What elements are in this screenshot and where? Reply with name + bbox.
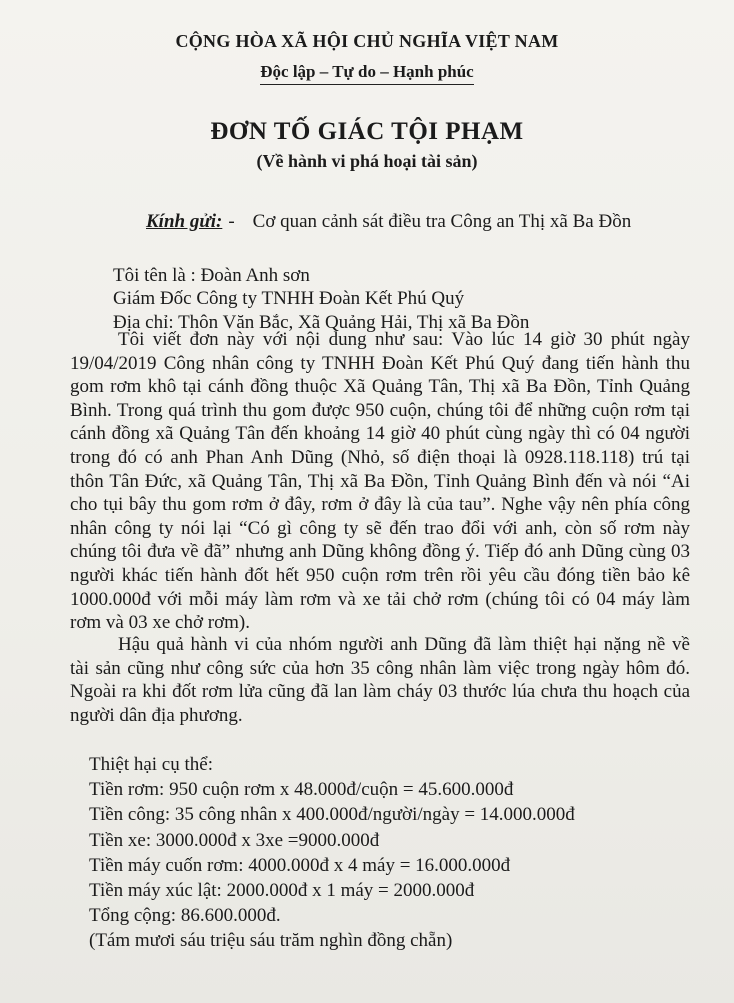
addressee-recipient: Cơ quan cảnh sát điều tra Công an Thị xã Ba Đồn — [252, 211, 632, 232]
damages-list — [89, 752, 575, 954]
body-line: nhân công ty nói lại “Có gì công ty sẽ đến trao đổi với anh, còn số rơm này — [70, 517, 690, 539]
sender-address: Địa chỉ: Thôn Văn Bắc, Xã Quảng Hải, Thị xã Ba Đồn — [113, 312, 530, 333]
national-motto — [0, 62, 734, 82]
body-line: 1000.000đ với mỗi máy làm rơm và xe tải chở rơm (chúng tôi có 04 máy làm — [70, 588, 690, 610]
body-line: thôn Tân Đức, xã Quảng Tân, Thị xã Ba Đồn, Tỉnh Quảng Bình đến và nói “Ai — [70, 470, 690, 492]
damage-item: Tiền công: 35 công nhân x 400.000đ/người/ngày = 14.000.000đ — [89, 804, 575, 826]
body-line: 19/04/2019 Công nhân công ty TNHH Đoàn Kết Phú Quý đang tiến hành thu — [70, 352, 690, 374]
national-header: CỘNG HÒA XÃ HỘI CHỦ NGHĨA VIỆT NAM — [175, 31, 559, 51]
addressee-line — [146, 211, 631, 233]
sender-position: Giám Đốc Công ty TNHH Đoàn Kết Phú Quý — [113, 288, 465, 309]
body-paragraph-incident — [70, 328, 690, 635]
body-paragraph-consequences — [70, 633, 690, 727]
body-line: Hậu quả hành vi của nhóm người anh Dũng đã làm thiệt hại nặng nề về — [118, 634, 690, 655]
body-line: rơm và 03 xe chở rơm). — [70, 612, 250, 634]
body-line: cho tụi bây thu gom rơm ở đây, rơm ở đây là của tau”. Nghe vậy nên phía công — [70, 494, 690, 516]
body-line: trong đó có anh Phan Anh Dũng (Nhỏ, số điện thoại là 0928.118.118) trú tại — [70, 446, 690, 468]
body-line: tài sản cũng như công sức của hơn 35 công nhân làm việc trong ngày hôm đó. — [70, 657, 690, 679]
addressee-dash: - — [228, 211, 235, 232]
body-line: chúng tôi đưa về đã” nhưng anh Dũng không đồng ý. Tiếp đó anh Dũng cùng 03 — [70, 541, 690, 563]
body-line: người dân địa phương. — [70, 704, 243, 726]
damage-item: Tiền máy xúc lật: 2000.000đ x 1 máy = 2000.000đ — [89, 880, 475, 902]
body-line: cánh đồng xã Quảng Tân đến khoảng 14 giờ 40 phút cùng ngày thì có 04 người — [70, 423, 690, 445]
body-line: Tôi viết đơn này với nội dung như sau: Vào lúc 14 giờ 30 phút ngày — [118, 329, 690, 350]
damage-item: Tiền máy cuốn rơm: 4000.000đ x 4 máy = 16.000.000đ — [89, 854, 511, 876]
damage-item: Tiền xe: 3000.000đ x 3xe =9000.000đ — [89, 829, 380, 851]
document-title: ĐƠN TỐ GIÁC TỘI PHẠM — [210, 118, 524, 145]
body-line: Bình. Trong quá trình thu gom được 950 cuộn, chúng tôi để những cuộn rơm tại — [70, 399, 690, 421]
body-line: Ngoài ra khi đốt rơm lửa cũng đã lan làm cháy 03 thước lúa chưa thu hoạch của — [70, 681, 690, 703]
damages-total-in-words: (Tám mươi sáu triệu sáu trăm nghìn đồng chẵn) — [89, 930, 453, 952]
document-subtitle: (Về hành vi phá hoại tài sản) — [256, 151, 478, 171]
damages-total: Tổng cộng: 86.600.000đ. — [89, 905, 281, 927]
damage-item: Tiền rơm: 950 cuộn rơm x 48.000đ/cuộn = 45.600.000đ — [89, 779, 514, 801]
damages-heading: Thiệt hại cụ thể: — [89, 754, 213, 775]
body-line: người khác tiến hành đốt hết 950 cuộn rơm trên rồi yêu cầu đóng tiền bảo kê — [70, 564, 690, 586]
motto-text: Độc lập – Tự do – Hạnh phúc — [260, 62, 473, 85]
body-line: gom rơm khô tại cánh đồng thuộc Xã Quảng Tân, Thị xã Ba Đồn, Tỉnh Quảng — [70, 376, 690, 398]
addressee-label: Kính gửi: — [146, 211, 223, 232]
sender-name: Tôi tên là : Đoàn Anh sơn — [113, 265, 310, 286]
